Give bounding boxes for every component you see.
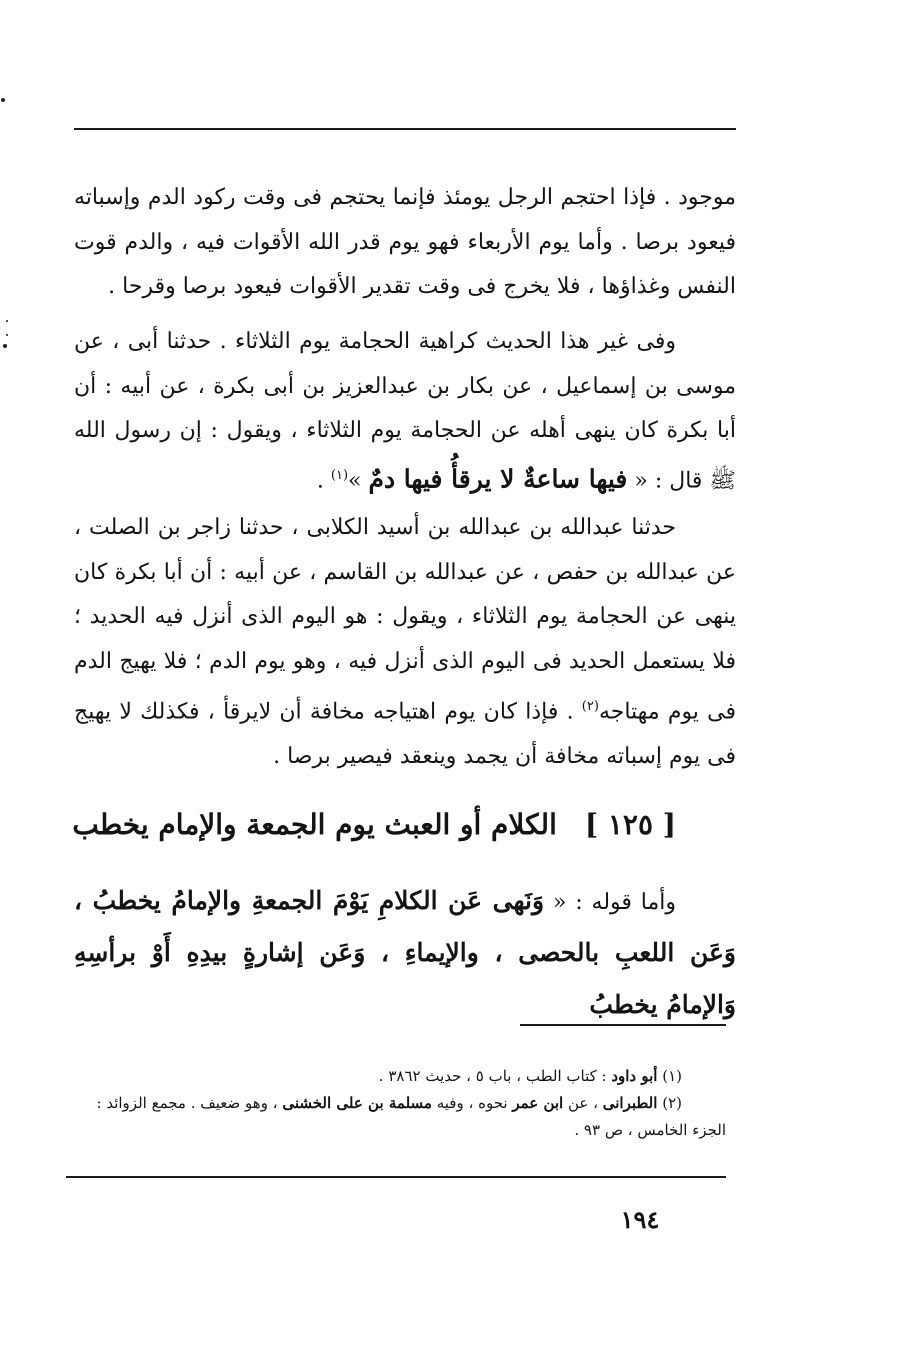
margin-mark	[3, 344, 7, 348]
footnote-2-narrator: ابن عمر	[512, 1094, 564, 1112]
paragraph-3	[74, 506, 736, 780]
footnote-1-marker: (١)	[662, 1067, 682, 1085]
margin-mark	[1, 98, 5, 102]
paragraph-3-text: حدثنا عبدالله بن عبدالله بن أسيد الكلابى ، حدثنا زاجر بن الصلت ، عن عبدالله بن حفص ، عن عبدالله بن القاسم ، عن أبيه : أن أبا بكرة كان ينهى عن الحجامة يوم الثلاثاء ، ويقول : هو اليوم الذى أنزل فيه الحديد ؛ فلا يستعمل الحديد فى اليوم الذى أنزل فيه ، وهو يوم الدم ؛ فلا يهيج الدم فى يوم مهتاجه	[74, 515, 736, 725]
paragraph-2-text: وفى غير هذا الحديث كراهية الحجامة يوم الثلاثاء . حدثنا أبى ، عن موسى بن إسماعيل ، عن بكار بن عبدالعزيز بن أبى بكرة ، عن أبيه : أن أبا بكرة كان ينهى أهله عن الحجامة يوم الثلاثاء ، ويقول : إن رسول الله ﷺ	[74, 329, 736, 494]
footnote-2-weak-narrator: مسلمة بن على الخشنى	[282, 1094, 432, 1112]
paragraph-1-text: موجود . فإذا احتجم الرجل يومئذ فإنما يحتجم فى وقت ركود الدم وإسباته فيعود برصا . وأما يوم الأربعاء فهو يوم قدر الله الأقوات فيه ، والدم قوت النفس وغذاؤها ، فلا يخرج فى وقت تقدير الأقوات فيعود برصا وقرحا .	[74, 185, 736, 300]
footnote-ref-2: (٢)	[581, 698, 599, 714]
paragraph-2-end: .	[316, 468, 331, 494]
footnote-ref-1: (١)	[330, 468, 349, 484]
paragraph-2	[74, 320, 736, 504]
footnote-2-source: الطبرانى	[602, 1094, 658, 1112]
chapter-number: [ ١٢٥ ]	[584, 808, 676, 841]
footnote-2-marker: (٢)	[662, 1094, 682, 1112]
footnote-1-source: أبو داود	[611, 1067, 658, 1085]
paragraph-4	[74, 876, 736, 1032]
page-number: ١٩٤	[620, 1205, 660, 1234]
said-prefix: قال : «	[634, 468, 703, 494]
margin-speck	[6, 334, 8, 336]
prophetic-quote: وَنَهى عَن الكلامِ يَوْمَ الجمعةِ والإمامُ يخطبُ ، وَعَن اللعبِ بالحصى ، والإيماءِ ، وَعَن إشارةٍ بيدِهِ أَوْ برأسِهِ وَالإمامُ يخطبُ	[74, 886, 736, 1019]
footnote-1-text: : كتاب الطب ، باب ٥ ، حديث ٣٨٦٢ .	[378, 1067, 612, 1085]
footnote-2-text: ، عن	[563, 1094, 603, 1112]
hadith-quote: فيها ساعةٌ لا يرقأُ فيها دمٌ	[368, 464, 628, 494]
footnote-separator	[520, 1024, 726, 1026]
chapter-heading	[72, 808, 676, 841]
footnote-1	[66, 1063, 726, 1090]
quote-close: »	[348, 468, 362, 494]
paragraph-1	[74, 176, 736, 310]
footer-rule	[66, 1176, 726, 1178]
footnotes	[66, 1063, 726, 1144]
footnote-2-text-3: ، وهو ضعيف . مجمع الزوائد : الجزء الخامس ، ص ٩٣ .	[96, 1094, 726, 1139]
chapter-title: الكلام أو العبث يوم الجمعة والإمام يخطب	[72, 808, 557, 841]
header-rule	[74, 128, 736, 130]
footnote-2-text-2: نحوه ، وفيه	[431, 1094, 513, 1112]
margin-speck	[6, 320, 8, 322]
paragraph-3-text-after: . فإذا كان يوم اهتياجه مخافة أن لايرقأ ، فكذلك لا يهيج فى يوم إسباته مخافة أن يجمد وينعقد فيصير برصا .	[74, 699, 736, 769]
footnote-2	[66, 1090, 726, 1144]
paragraph-4-intro: وأما قوله : «	[552, 890, 676, 915]
